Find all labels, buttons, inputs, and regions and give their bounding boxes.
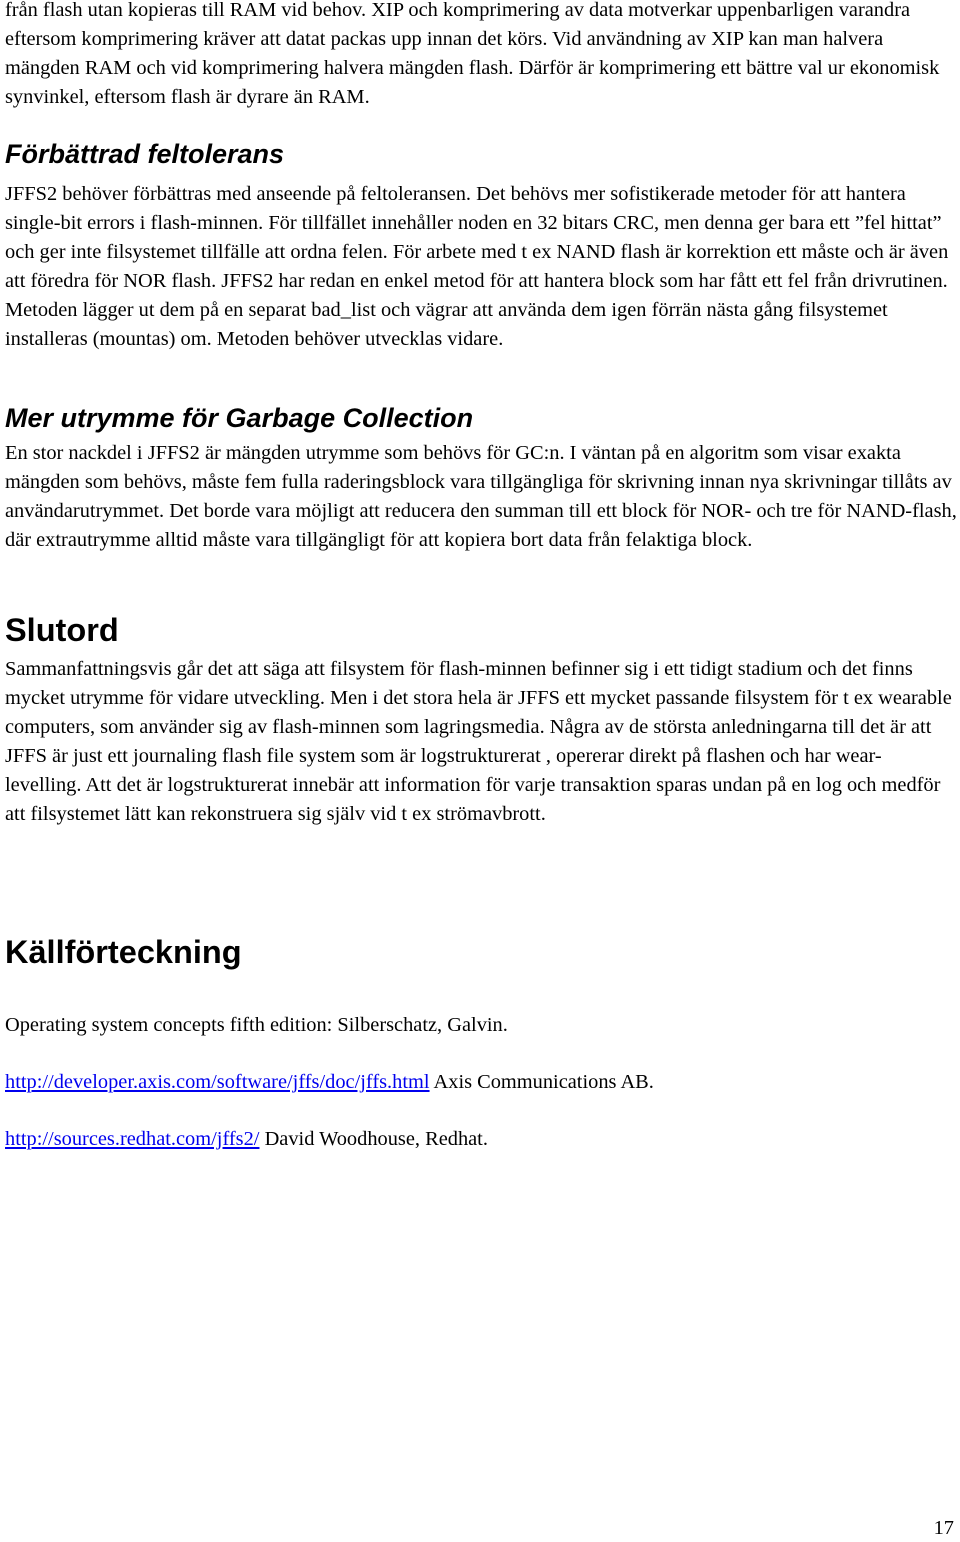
reference-1 — [5, 1011, 957, 1040]
heading-feltolerans: Förbättrad feltolerans — [5, 139, 285, 169]
reference-3 — [5, 1125, 957, 1154]
reference-2 — [5, 1068, 957, 1097]
reference-1-text: Operating system concepts fifth edition: Silberschatz, Galvin. — [5, 1014, 508, 1036]
reference-2-text: Axis Communications AB. — [429, 1071, 654, 1093]
page-number: 17 — [933, 1517, 954, 1539]
garbage-collection-paragraph: En stor nackdel i JFFS2 är mängden utrymme som behövs för GC:n. I väntan på en algoritm som visar exakta mängden som behövs, måste fem fulla raderingsblock vara tillgängliga för skrivning innan nya skrivningar tillåts av användarutrymmet. Det borde vara möjligt att reducera den summan till ett block för NOR- och tre för NAND-flash, där extrautrymme alltid måste vara tillgängligt för att kopiera bort data från felaktiga block. — [5, 442, 957, 551]
page-content — [5, 0, 957, 1154]
heading-garbage-collection: Mer utrymme för Garbage Collection — [5, 403, 474, 433]
heading-slutord: Slutord — [5, 612, 119, 648]
reference-3-text: David Woodhouse, Redhat. — [259, 1128, 488, 1150]
reference-3-link[interactable]: http://sources.redhat.com/jffs2/ — [5, 1128, 260, 1150]
reference-2-link[interactable]: http://developer.axis.com/software/jffs/doc/jffs.html — [5, 1071, 430, 1093]
intro-paragraph: från flash utan kopieras till RAM vid behov. XIP och komprimering av data motverkar uppenbarligen varandra eftersom komprimering kräver att datat packas upp innan det körs. Vid användning av XIP kan man halvera mängden RAM och vid komprimering halvera mängden flash. Därför är komprimering ett bättre val ur ekonomisk synvinkel, eftersom flash är dyrare än RAM. — [5, 0, 940, 108]
slutord-paragraph: Sammanfattningsvis går det att säga att filsystem för flash-minnen befinner sig i ett tidigt stadium och det finns mycket utrymme för vidare utveckling. Men i det stora hela är JFFS ett mycket passande filsystem för t ex wearable computers, som använder sig av flash-minnen som lagringsmedia. Några av de största anledningarna till det är att JFFS är just ett journaling flash file system som är logstrukturerat , opererar direkt på flashen och har wear-levelling. Att det är logstrukturerat innebär att information för varje transaktion sparas undan på en log och medför att filsystemet lätt kan rekonstruera sig själv vid t ex strömavbrott. — [5, 658, 952, 825]
feltolerans-paragraph: JFFS2 behöver förbättras med anseende på feltoleransen. Det behövs mer sofistikerade metoder för att hantera single-bit errors i flash-minnen. För tillfället innehåller noden en 32 bitars CRC, men denna ger bara ett ”fel hittat” och ger inte filsystemet tillfälle att ordna felen. För arbete med t ex NAND flash är korrektion ett måste och är även att föredra för NOR flash. JFFS2 har redan en enkel metod för att hantera block som har fått ett fel från drivrutinen. Metoden lägger ut dem på en separat bad_list och vägrar att använda dem igen förrän nästa gång filsystemet installeras (mountas) om. Metoden behöver utvecklas vidare. — [5, 183, 949, 350]
heading-kallforteckning: Källförteckning — [5, 934, 242, 970]
